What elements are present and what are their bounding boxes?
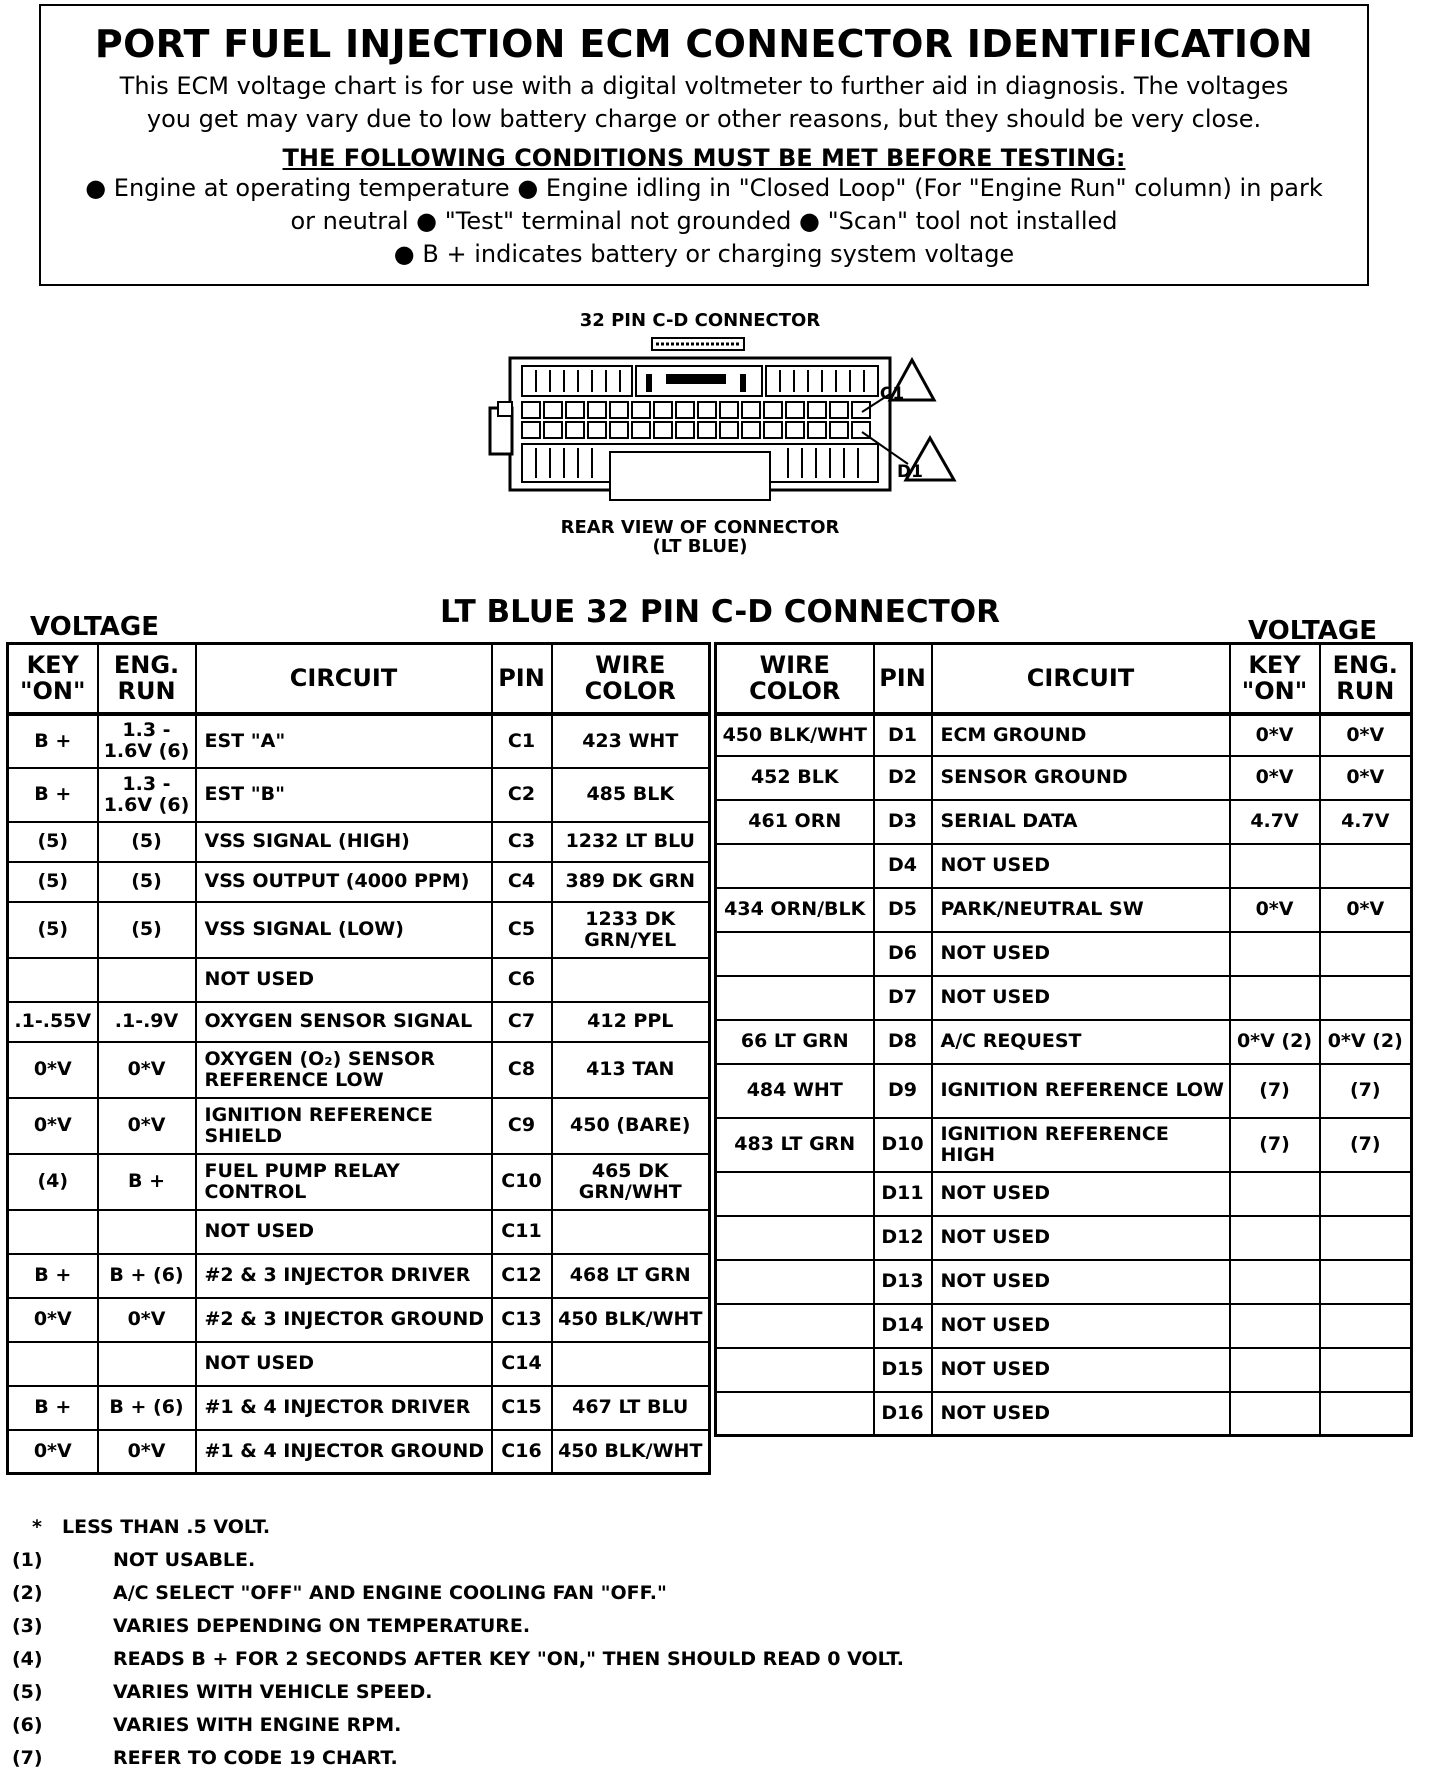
col-key-on: KEY "ON" (8, 644, 98, 714)
wire-color-value (716, 1304, 874, 1348)
table-row (716, 1304, 1412, 1348)
table-row (8, 862, 710, 902)
key-on-value: 0*V (8, 1430, 98, 1474)
key-on-value: (5) (8, 822, 98, 862)
key-on-value: 0*V (8, 1298, 98, 1342)
circuit-name: EST "A" (196, 714, 492, 768)
pin-id: D12 (874, 1216, 932, 1260)
circuit-name: VSS SIGNAL (HIGH) (196, 822, 492, 862)
key-on-value (1230, 1304, 1320, 1348)
footnote-text: VARIES WITH VEHICLE SPEED. (113, 1681, 433, 1703)
pin-id: D14 (874, 1304, 932, 1348)
circuit-name: #2 & 3 INJECTOR GROUND (196, 1298, 492, 1342)
circuit-name: EST "B" (196, 768, 492, 822)
footnote-mark: (3) (12, 1615, 43, 1637)
connector-drawing (470, 336, 990, 536)
eng-run-value (98, 1342, 196, 1386)
table-row (716, 1260, 1412, 1304)
wire-color-value (552, 958, 710, 1002)
key-on-value (1230, 1348, 1320, 1392)
col-circuit: CIRCUIT (932, 644, 1230, 714)
footnote-mark: (2) (12, 1582, 43, 1604)
voltage-label-left: VOLTAGE (30, 612, 159, 642)
circuit-name: #2 & 3 INJECTOR DRIVER (196, 1254, 492, 1298)
key-on-value (8, 958, 98, 1002)
pin-id: D9 (874, 1064, 932, 1118)
circuit-name: PARK/NEUTRAL SW (932, 888, 1230, 932)
table-row (716, 1020, 1412, 1064)
key-on-value (1230, 1260, 1320, 1304)
footnote (12, 1681, 1012, 1714)
circuit-name: NOT USED (932, 1304, 1230, 1348)
table-row (8, 1042, 710, 1098)
eng-run-value (1320, 1216, 1412, 1260)
wire-color-value: 450 BLK/WHT (552, 1430, 710, 1474)
pin-id: C14 (492, 1342, 552, 1386)
pin-id: D3 (874, 800, 932, 844)
table-title: LT BLUE 32 PIN C-D CONNECTOR (439, 594, 1001, 630)
pin-id: C11 (492, 1210, 552, 1254)
wire-color-value: 467 LT BLU (552, 1386, 710, 1430)
circuit-name: NOT USED (196, 958, 492, 1002)
wire-color-value: 1232 LT BLU (552, 822, 710, 862)
table-row (716, 976, 1412, 1020)
eng-run-value: (7) (1320, 1118, 1412, 1172)
conditions-text: ● Engine at operating temperature ● Engine idling in "Closed Loop" (For "Engine Run" column) in park or neutral ● "Test" terminal not grounded ● "Scan" tool not installed (85, 174, 1323, 235)
eng-run-value (98, 1210, 196, 1254)
marker-d1-label: D1 (897, 462, 923, 482)
circuit-name: #1 & 4 INJECTOR GROUND (196, 1430, 492, 1474)
eng-run-value: 4.7V (1320, 800, 1412, 844)
footnote-mark: (7) (12, 1747, 43, 1769)
diagram-bottom-label-2: (LT BLUE) (652, 536, 748, 557)
footnote-text: VARIES DEPENDING ON TEMPERATURE. (113, 1615, 531, 1637)
footnote-text: A/C SELECT "OFF" AND ENGINE COOLING FAN "OFF." (113, 1582, 667, 1604)
wire-color-value: 423 WHT (552, 714, 710, 768)
key-on-value (8, 1342, 98, 1386)
wire-color-value: 1233 DK GRN/YEL (552, 902, 710, 958)
marker-c1-label: C1 (879, 384, 905, 404)
footnote (12, 1582, 1012, 1615)
table-row (8, 822, 710, 862)
circuit-name: IGNITION REFERENCE HIGH (932, 1118, 1230, 1172)
pin-id: D6 (874, 932, 932, 976)
pin-id: D13 (874, 1260, 932, 1304)
table-row (716, 888, 1412, 932)
pin-id: C8 (492, 1042, 552, 1098)
wire-color-value: 450 BLK/WHT (716, 714, 874, 756)
eng-run-value: (7) (1320, 1064, 1412, 1118)
key-on-value: (5) (8, 902, 98, 958)
eng-run-value: 0*V (98, 1042, 196, 1098)
key-on-value: (4) (8, 1154, 98, 1210)
intro-text: This ECM voltage chart is for use with a digital voltmeter to further aid in diagnosis. The voltages you get may vary due to low battery charge or other reasons, but they should be very close. (119, 72, 1289, 133)
circuit-name: IGNITION REFERENCE SHIELD (196, 1098, 492, 1154)
footnote-text: LESS THAN .5 VOLT. (62, 1516, 271, 1538)
eng-run-value (1320, 1348, 1412, 1392)
eng-run-value: 0*V (98, 1298, 196, 1342)
key-on-value (1230, 1216, 1320, 1260)
key-on-value (1230, 976, 1320, 1020)
wire-color-value: 389 DK GRN (552, 862, 710, 902)
table-row (716, 800, 1412, 844)
table-row (8, 958, 710, 1002)
table-row (716, 756, 1412, 800)
key-on-value (1230, 1172, 1320, 1216)
wire-color-value (716, 932, 874, 976)
key-on-value: 0*V (2) (1230, 1020, 1320, 1064)
key-on-value (8, 1210, 98, 1254)
eng-run-value: 0*V (1320, 756, 1412, 800)
footnote-mark: * (32, 1516, 42, 1538)
col-circuit: CIRCUIT (196, 644, 492, 714)
pin-id: C7 (492, 1002, 552, 1042)
wire-color-value (716, 1392, 874, 1436)
table-row (8, 714, 710, 768)
pin-id: C15 (492, 1386, 552, 1430)
eng-run-value: 0*V (1320, 714, 1412, 756)
table-row (8, 768, 710, 822)
pin-id: C10 (492, 1154, 552, 1210)
circuit-name: VSS OUTPUT (4000 PPM) (196, 862, 492, 902)
circuit-name: NOT USED (196, 1210, 492, 1254)
circuit-name: NOT USED (932, 1348, 1230, 1392)
circuit-name: OXYGEN (O₂) SENSOR REFERENCE LOW (196, 1042, 492, 1098)
circuit-name: NOT USED (932, 932, 1230, 976)
table-row (8, 1210, 710, 1254)
eng-run-value: B + (6) (98, 1386, 196, 1430)
pin-id: D8 (874, 1020, 932, 1064)
footnote-text: NOT USABLE. (113, 1549, 256, 1571)
key-on-value: 0*V (8, 1098, 98, 1154)
col-eng-run: ENG. RUN (1320, 644, 1412, 714)
table-row (8, 1154, 710, 1210)
circuit-name: NOT USED (932, 1172, 1230, 1216)
table-row (8, 902, 710, 958)
diagram-top-label: 32 PIN C-D CONNECTOR (579, 310, 821, 331)
table-row (716, 1392, 1412, 1436)
table-row (8, 1254, 710, 1298)
page-title: PORT FUEL INJECTION ECM CONNECTOR IDENTIFICATION (94, 22, 1314, 66)
wire-color-value: 413 TAN (552, 1042, 710, 1098)
pin-id: D1 (874, 714, 932, 756)
pin-id: D2 (874, 756, 932, 800)
table-row (8, 1430, 710, 1474)
pin-id: C12 (492, 1254, 552, 1298)
key-on-value: 0*V (8, 1042, 98, 1098)
table-row (716, 1172, 1412, 1216)
pin-id: C5 (492, 902, 552, 958)
circuit-name: IGNITION REFERENCE LOW (932, 1064, 1230, 1118)
key-on-value: (7) (1230, 1064, 1320, 1118)
table-row (8, 1298, 710, 1342)
col-eng-run: ENG. RUN (98, 644, 196, 714)
wire-color-value (716, 844, 874, 888)
wire-color-value (716, 1172, 874, 1216)
wire-color-value: 485 BLK (552, 768, 710, 822)
eng-run-value: 1.3 - 1.6V (6) (98, 768, 196, 822)
wire-color-value: 412 PPL (552, 1002, 710, 1042)
eng-run-value (98, 958, 196, 1002)
wire-color-value: 434 ORN/BLK (716, 888, 874, 932)
col-wire-color: WIRE COLOR (552, 644, 710, 714)
wire-color-value (552, 1342, 710, 1386)
diagram-bottom-label-1: REAR VIEW OF CONNECTOR (560, 517, 840, 538)
d-pin-table (714, 642, 1413, 1437)
table-row (716, 844, 1412, 888)
key-on-value (1230, 932, 1320, 976)
circuit-name: FUEL PUMP RELAY CONTROL (196, 1154, 492, 1210)
table-row (8, 1386, 710, 1430)
eng-run-value: B + (6) (98, 1254, 196, 1298)
table-row (8, 1098, 710, 1154)
circuit-name: OXYGEN SENSOR SIGNAL (196, 1002, 492, 1042)
col-pin: PIN (874, 644, 932, 714)
circuit-name: NOT USED (932, 1216, 1230, 1260)
pin-id: C3 (492, 822, 552, 862)
eng-run-value (1320, 976, 1412, 1020)
wire-color-value (716, 1216, 874, 1260)
wire-color-value: 465 DK GRN/WHT (552, 1154, 710, 1210)
footnote (12, 1714, 1012, 1747)
circuit-name: A/C REQUEST (932, 1020, 1230, 1064)
header-box (39, 4, 1369, 286)
conditions-note: ● B + indicates battery or charging system voltage (393, 240, 1015, 268)
eng-run-value (1320, 844, 1412, 888)
footnote-text: READS B + FOR 2 SECONDS AFTER KEY "ON," THEN SHOULD READ 0 VOLT. (113, 1648, 904, 1670)
pin-id: D16 (874, 1392, 932, 1436)
pin-id: C4 (492, 862, 552, 902)
table-row (8, 1342, 710, 1386)
table-row (8, 1002, 710, 1042)
eng-run-value (1320, 1304, 1412, 1348)
table-row (716, 1216, 1412, 1260)
pin-id: D15 (874, 1348, 932, 1392)
circuit-name: SERIAL DATA (932, 800, 1230, 844)
wire-color-value (716, 1260, 874, 1304)
circuit-name: ECM GROUND (932, 714, 1230, 756)
footnote (12, 1747, 1012, 1780)
footnote-text: VARIES WITH ENGINE RPM. (113, 1714, 402, 1736)
wire-color-value: 450 (BARE) (552, 1098, 710, 1154)
footnote (12, 1615, 1012, 1648)
circuit-name: NOT USED (932, 844, 1230, 888)
key-on-value (1230, 1392, 1320, 1436)
eng-run-value: 0*V (1320, 888, 1412, 932)
wire-color-value: 468 LT GRN (552, 1254, 710, 1298)
connector-diagram (470, 310, 990, 570)
footnote-mark: (4) (12, 1648, 43, 1670)
eng-run-value (1320, 1260, 1412, 1304)
eng-run-value: (5) (98, 822, 196, 862)
wire-color-value (716, 1348, 874, 1392)
footnote-mark: (1) (12, 1549, 43, 1571)
diagram-bottom-label (530, 518, 870, 556)
key-on-value: (5) (8, 862, 98, 902)
pin-id: C13 (492, 1298, 552, 1342)
eng-run-value (1320, 1172, 1412, 1216)
footnote-mark: (6) (12, 1714, 43, 1736)
pin-id: C2 (492, 768, 552, 822)
footnotes (12, 1516, 1012, 1780)
footnote-mark: (5) (12, 1681, 43, 1703)
key-on-value: 4.7V (1230, 800, 1320, 844)
pin-id: C9 (492, 1098, 552, 1154)
col-pin: PIN (492, 644, 552, 714)
key-on-value: 0*V (1230, 888, 1320, 932)
wire-color-value: 450 BLK/WHT (552, 1298, 710, 1342)
eng-run-value: 1.3 - 1.6V (6) (98, 714, 196, 768)
eng-run-value (1320, 1392, 1412, 1436)
wire-color-value: 452 BLK (716, 756, 874, 800)
wire-color-value: 461 ORN (716, 800, 874, 844)
col-key-on: KEY "ON" (1230, 644, 1320, 714)
voltage-label-right: VOLTAGE (1248, 616, 1377, 646)
key-on-value: B + (8, 714, 98, 768)
footnote (12, 1648, 1012, 1681)
pin-id: D10 (874, 1118, 932, 1172)
circuit-name: #1 & 4 INJECTOR DRIVER (196, 1386, 492, 1430)
pin-id: C16 (492, 1430, 552, 1474)
key-on-value: .1-.55V (8, 1002, 98, 1042)
table-row (716, 1348, 1412, 1392)
footnote-text: REFER TO CODE 19 CHART. (113, 1747, 398, 1769)
key-on-value: (7) (1230, 1118, 1320, 1172)
key-on-value: 0*V (1230, 714, 1320, 756)
table-row (716, 932, 1412, 976)
key-on-value: B + (8, 768, 98, 822)
wire-color-value: 66 LT GRN (716, 1020, 874, 1064)
eng-run-value: 0*V (2) (1320, 1020, 1412, 1064)
key-on-value: 0*V (1230, 756, 1320, 800)
conditions-title: THE FOLLOWING CONDITIONS MUST BE MET BEFORE TESTING: (282, 144, 1126, 172)
circuit-name: VSS SIGNAL (LOW) (196, 902, 492, 958)
table-row (716, 714, 1412, 756)
circuit-name: NOT USED (932, 1392, 1230, 1436)
pin-id: D4 (874, 844, 932, 888)
eng-run-value: (5) (98, 862, 196, 902)
circuit-name: NOT USED (932, 976, 1230, 1020)
wire-color-value (716, 976, 874, 1020)
pin-id: C6 (492, 958, 552, 1002)
key-on-value: B + (8, 1254, 98, 1298)
pin-id: D11 (874, 1172, 932, 1216)
eng-run-value: .1-.9V (98, 1002, 196, 1042)
footnote-star (12, 1516, 1012, 1549)
circuit-name: SENSOR GROUND (932, 756, 1230, 800)
table-row (716, 1118, 1412, 1172)
c-pin-table (6, 642, 711, 1475)
pin-id: D7 (874, 976, 932, 1020)
table-row (716, 1064, 1412, 1118)
eng-run-value: 0*V (98, 1430, 196, 1474)
wire-color-value: 484 WHT (716, 1064, 874, 1118)
key-on-value: B + (8, 1386, 98, 1430)
eng-run-value: B + (98, 1154, 196, 1210)
circuit-name: NOT USED (196, 1342, 492, 1386)
pin-id: D5 (874, 888, 932, 932)
circuit-name: NOT USED (932, 1260, 1230, 1304)
eng-run-value (1320, 932, 1412, 976)
wire-color-value (552, 1210, 710, 1254)
pin-id: C1 (492, 714, 552, 768)
eng-run-value: (5) (98, 902, 196, 958)
footnote (12, 1549, 1012, 1582)
col-wire-color: WIRE COLOR (716, 644, 874, 714)
wire-color-value: 483 LT GRN (716, 1118, 874, 1172)
eng-run-value: 0*V (98, 1098, 196, 1154)
key-on-value (1230, 844, 1320, 888)
